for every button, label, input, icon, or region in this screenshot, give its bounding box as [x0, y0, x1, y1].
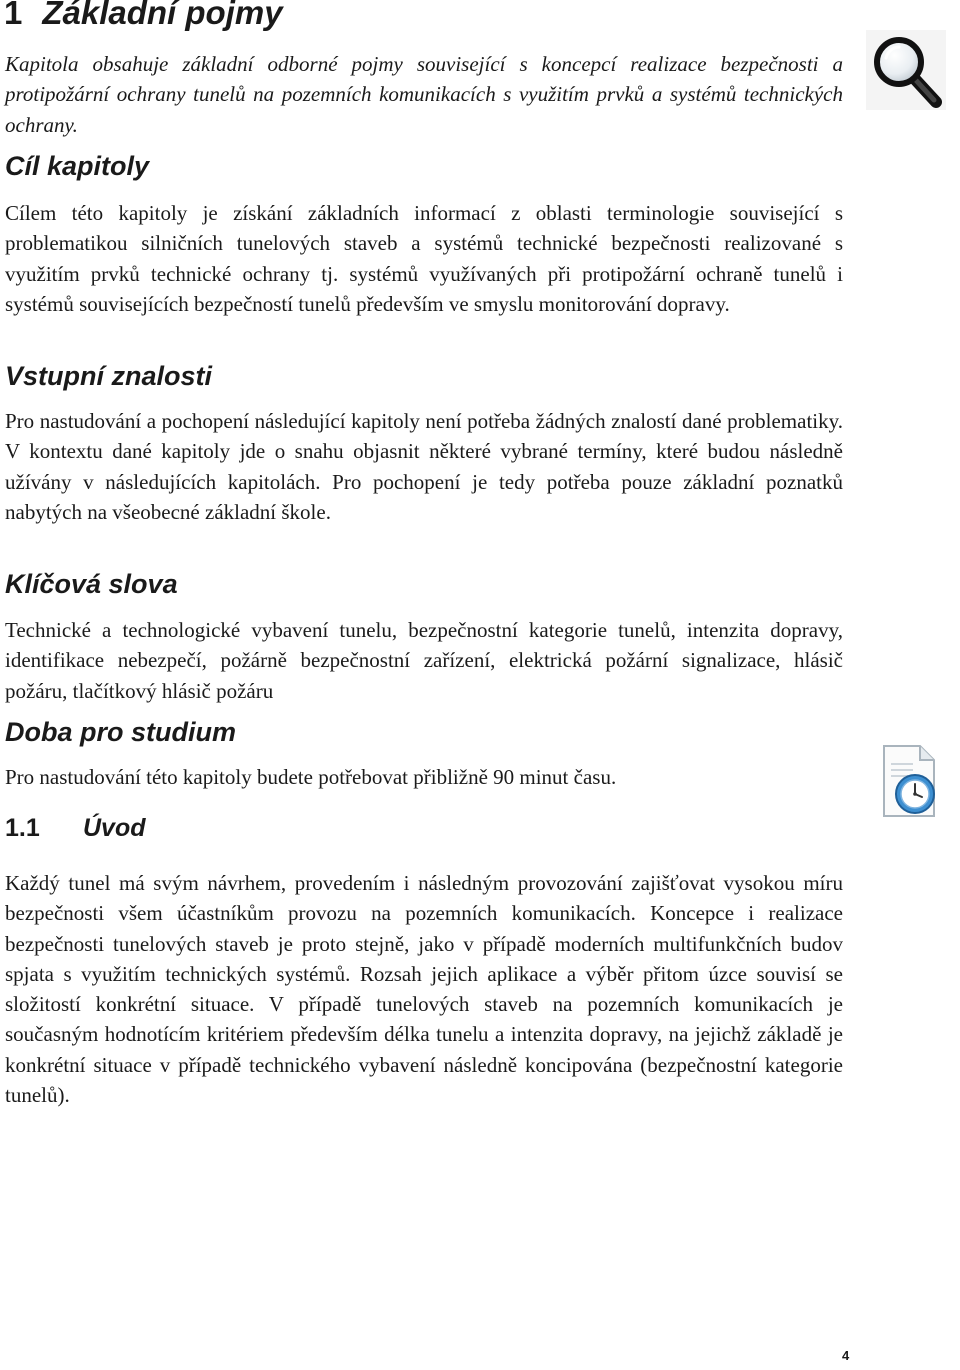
section-heading-keywords: Klíčová slova — [5, 569, 178, 599]
section-heading-study-time: Doba pro studium — [5, 717, 236, 747]
section-heading-prerequisites: Vstupní znalosti — [5, 361, 213, 391]
subsection-heading — [5, 814, 146, 843]
subsection-number: 1.1 — [5, 814, 40, 842]
document-clock-icon — [878, 742, 942, 820]
section-text-prerequisites: Pro nastudování a pochopení následující kapitoly není potřeba žádných znalostí dané problematiky. V kontextu dané kapitoly jde o snahu objasnit některé vybrané termíny, které budou následně užívány v následujících kapitolách. Pro pochopení je tedy potřeba pouze základní poznatků nabytých na všeobecné základní škole. — [5, 409, 843, 524]
section-text-goal: Cílem této kapitoly je získání základních informací z oblasti terminologie související s problematikou silničních tunelových staveb a systémů technické bezpečnosti realizované s využitím prvků technické ochrany tj. systémů využívaných při protipožární ochraně tunelů i systémů souvisejících bezpečností tunelů především ve smyslu monitorování dopravy. — [5, 201, 843, 316]
page-number: 4 — [842, 1348, 850, 1363]
section-text-keywords: Technické a technologické vybavení tunelu, bezpečnostní kategorie tunelů, intenzita dopravy, identifikace nebezpečí, požárně bezpečnostní zařízení, elektrická požární signalizace, hlásič požáru, tlačítkový hlásič požáru — [5, 618, 843, 703]
chapter-heading — [4, 0, 283, 32]
section-text-study-time: Pro nastudování této kapitoly budete potřebovat přibližně 90 minut času. — [5, 765, 617, 789]
magnifier-icon — [866, 30, 946, 110]
section-heading-goal: Cíl kapitoly — [5, 151, 150, 181]
chapter-number: 1 — [4, 0, 23, 31]
chapter-intro: Kapitola obsahuje základní odborné pojmy související s koncepcí realizace bezpečnosti a protipožární ochrany tunelů na pozemních komunikacích s využitím prvků a systémů technických ochrany. — [5, 52, 843, 137]
subsection-title: Úvod — [83, 814, 146, 842]
chapter-title: Základní pojmy — [42, 0, 283, 31]
subsection-text: Každý tunel má svým návrhem, provedením i následným provozování zajišťovat vysokou míru bezpečnosti všem účastníkům provozu na pozemních komunikacích. Koncepce i realizace bezpečnosti tunelových staveb je proto stejně, jako v případě moderních multifunkčních budov spjata s využitím technických systémů. Rozsah jejich aplikace a výběr přitom úzce souvisí se složitostí konkrétní situace. V případě tunelových staveb na pozemních komunikacích je současným hodnotícím kritériem především délka tunelu a intenzita dopravy, na jejichž základě je konkrétní situace v případě technického vybavení následně koncipována (bezpečnostní kategorie tunelů). — [5, 871, 843, 1108]
